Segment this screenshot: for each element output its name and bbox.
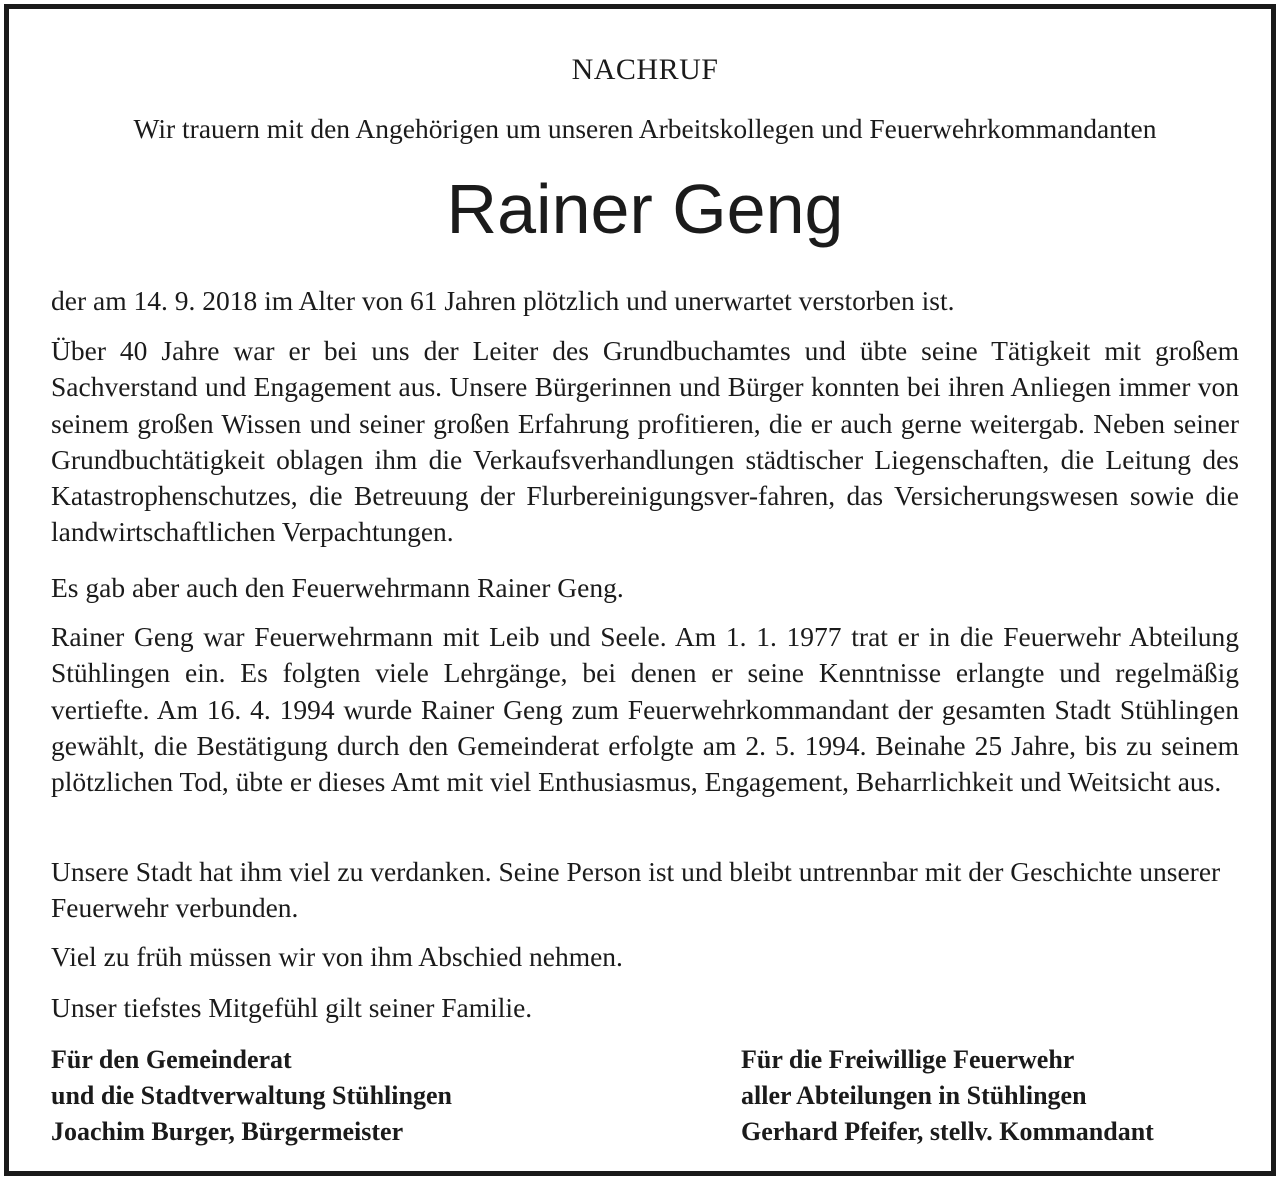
- notice-intro: Wir trauern mit den Angehörigen um unseren Arbeitskollegen und Feuerwehrkommandanten: [133, 113, 1157, 144]
- paragraph-farewell: Viel zu früh müssen wir von ihm Abschied nehmen.: [51, 941, 623, 972]
- signature-line: Joachim Burger, Bürgermeister: [51, 1117, 404, 1146]
- signature-town-council: [51, 1042, 452, 1150]
- notice-heading: NACHRUF: [571, 53, 719, 86]
- paragraph-career: Über 40 Jahre war er bei uns der Leiter des Grundbuchamtes und übte seine Tätigkeit mit großem Sachverstand und Engagement aus. Unsere Bürgerinnen und Bürger konnten bei ihren Anliegen immer von seinem großen Wissen und seiner großen Erfahrung profitieren, die er auch gerne weitergab. Neben seiner Grundbuchtätigkeit oblagen ihm die Verkaufsverhandlungen städtischer Liegenschaften, die Leitung des Katastrophenschutzes, die Betreuung der Flurbereinigungsver-fahren, das Versicherungswesen sowie die landwirtschaftlichen Verpachtungen.: [51, 335, 1239, 548]
- signature-line: Für den Gemeinderat: [51, 1045, 292, 1074]
- signature-fire-department: [741, 1042, 1154, 1150]
- paragraph-town-gratitude: Unsere Stadt hat ihm viel zu verdanken. Seine Person ist und bleibt untrennbar mit der Geschichte unserer Feuerwehr verbunden.: [51, 856, 1221, 924]
- signature-line: und die Stadtverwaltung Stühlingen: [51, 1081, 452, 1110]
- paragraph-firefighter-intro: Es gab aber auch den Feuerwehrmann Rainer Geng.: [51, 572, 624, 603]
- obituary-notice-frame: [4, 4, 1276, 1176]
- paragraph-firefighter-career: Rainer Geng war Feuerwehrmann mit Leib und Seele. Am 1. 1. 1977 trat er in die Feuerwehr Abteilung Stühlingen ein. Es folgten viele Lehrgänge, bei denen er seine Kenntnisse erlangte und regelmäßig vertiefte. Am 16. 4. 1994 wurde Rainer Geng zum Feuerwehrkommandant der gesamten Stadt Stühlingen gewählt, die Bestätigung durch den Gemeinderat erfolgte am 2. 5. 1994. Beinahe 25 Jahre, bis zu seinem plötzlichen Tod, übte er dieses Amt mit viel Enthusiasmus, Engagement, Beharrlichkeit und Weitsicht aus.: [51, 621, 1239, 798]
- signature-line: aller Abteilungen in Stühlingen: [741, 1081, 1087, 1110]
- paragraph-death-date: der am 14. 9. 2018 im Alter von 61 Jahren plötzlich und unerwartet verstorben ist.: [51, 285, 955, 316]
- signature-line: Gerhard Pfeifer, stellv. Kommandant: [741, 1117, 1154, 1146]
- signature-line: Für die Freiwillige Feuerwehr: [741, 1045, 1075, 1074]
- deceased-name: Rainer Geng: [446, 170, 844, 248]
- paragraph-condolence: Unser tiefstes Mitgefühl gilt seiner Familie.: [51, 992, 533, 1023]
